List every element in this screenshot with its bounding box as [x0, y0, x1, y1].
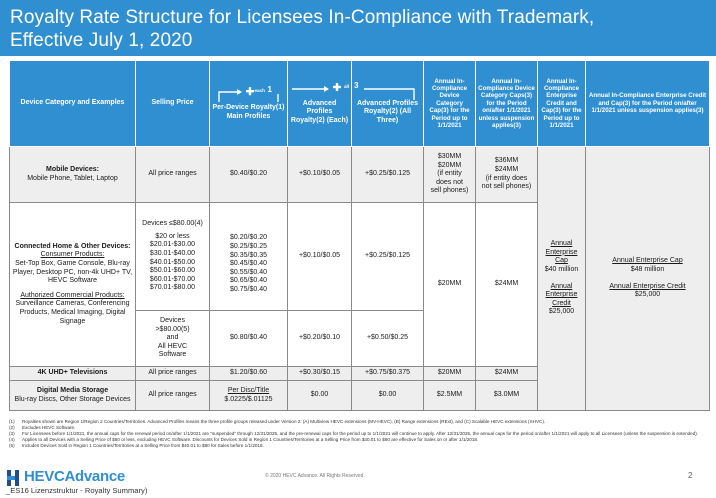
- logo-text: HEVCAdvance: [24, 468, 125, 485]
- royalty-tier: $0.45/$0.40: [230, 260, 267, 268]
- footnote-number: (4): [9, 437, 15, 443]
- price-high-line: All HEVC: [157, 342, 188, 350]
- col-header-enterprise-2021: Annual In-Compliance Enterprise Credit and Cap(3) for the Period up to 1/1/2021: [538, 61, 586, 147]
- mobile-category-title: Mobile Devices:: [46, 165, 99, 173]
- mobile-price: All price ranges: [136, 147, 210, 203]
- price-high-line: >$80.00(5): [155, 325, 190, 333]
- arrow-diagram-2: [290, 82, 349, 100]
- hevc-logo-icon: [6, 469, 24, 487]
- all-arrow-icon: [290, 82, 350, 100]
- col-header-per-device: [210, 61, 288, 147]
- col-header-cap-2021: Annual In-Compliance Device Category Cap(3) for the Period up to 1/1/2021: [424, 61, 476, 147]
- enterprise-2021-credit-value: $25,000: [548, 308, 575, 316]
- connected-adv-each-high: +$0.20/$0.10: [288, 311, 352, 367]
- mobile-category-cell: [10, 147, 136, 203]
- footnote: [9, 443, 709, 449]
- price-tier: $20.01-$30.00: [149, 241, 196, 249]
- page-title-line-1: Royalty Rate Structure for Licensees In-Compliance with Trademark,: [10, 7, 595, 28]
- storage-cap-2021: $2.5MM: [424, 381, 476, 411]
- royalty-tier: $0.75/$0.40: [230, 285, 267, 293]
- connected-per-device-high: $0.80/$0.40: [210, 311, 288, 367]
- price-high-line: Software: [158, 351, 187, 359]
- storage-adv-each: $0.00: [288, 381, 352, 411]
- uhd-per-device: $1.20/$0.60: [210, 367, 288, 381]
- connected-category-title: Connected Home & Other Devices:: [14, 242, 131, 250]
- mobile-cap-after-line: (if entity does: [485, 174, 528, 182]
- col-header-adv-each-label: Advanced Profiles Royalty(2) (Each): [290, 99, 349, 124]
- enterprise-2021-cap-title: Annual Enterprise Cap: [545, 240, 578, 265]
- enterprise-2021-credit-title: Annual Enterprise Credit: [545, 282, 578, 307]
- arrow-one-label: 1: [267, 85, 272, 95]
- storage-adv-three: $0.00: [352, 381, 424, 411]
- connected-adv-three-low: +$0.25/$0.125: [352, 203, 424, 311]
- enterprise-after-credit-title: Annual Enterprise Credit: [609, 282, 686, 290]
- page-number: 2: [688, 471, 693, 480]
- footnote-text: Applies to all Devices with a Selling Price of $80 or less, excluding HEVC Software. Discounts for Devices Sold in Region 1 Countries/Territories at a Selling Price from $40.01 to $80 are effective for Sales on or after 1/1/2018.: [22, 437, 479, 443]
- royalty-tier: $0.25/$0.25: [230, 243, 267, 251]
- mobile-cap-2021-line: $20MM: [437, 161, 462, 169]
- footnote-text: For Licensees before 1/1/2021, the annual caps for the renewal period on/after 1/1/2021 are "suspended" through 12/31/2025, and the pre-renewal caps for the period up to 1/1/2021 will continue to apply. After 12/31/2025, the annual caps for the period on/after 1/1/2021 will apply to all Licensees (unless the suspension is extended).: [22, 431, 699, 437]
- connected-adv-three-high: +$0.50/$0.25: [352, 311, 424, 367]
- enterprise-after-cap-title: Annual Enterprise Cap: [612, 257, 683, 265]
- footnotes: [9, 419, 709, 449]
- uhd-cap-after: $24MM: [476, 367, 538, 381]
- col-header-category: Device Category and Examples: [10, 61, 136, 147]
- mobile-cap-2021-line: does not: [436, 178, 463, 186]
- storage-per-device: [210, 381, 288, 411]
- mobile-cap-2021-line: (if entity: [437, 170, 462, 178]
- footnote-number: (3): [9, 431, 15, 437]
- mobile-cap-2021-line: $30MM: [437, 153, 462, 161]
- uhd-adv-each: +$0.30/$0.15: [288, 367, 352, 381]
- mobile-category-examples: Mobile Phone, Tablet, Laptop: [27, 174, 118, 182]
- mobile-cap-after-line: $36MM: [494, 157, 519, 165]
- royalty-tier: $0.20/$0.20: [230, 234, 267, 242]
- connected-adv-each-low: +$0.10/$0.05: [288, 203, 352, 311]
- price-tier: $30.01-$40.00: [149, 249, 196, 257]
- price-tier: $60.01-$70.00: [149, 275, 196, 283]
- mobile-cap-after-line: not sell phones): [481, 183, 532, 191]
- price-high-line: and: [166, 334, 179, 342]
- col-header-enterprise-after: Annual In-Compliance Enterprise Credit and Cap(3) for the Period on/after 1/1/2021 unless suspension applies(3): [586, 61, 710, 147]
- uhd-adv-three: +$0.75/$0.375: [352, 367, 424, 381]
- storage-price: All price ranges: [136, 381, 210, 411]
- royalty-tier: $0.65/$0.40: [230, 277, 267, 285]
- footnote-text: Includes Devices Sold in Region 1 Countries/Territories at a Selling Price from $40.01 to $80 for Sales before 1/1/2018.: [22, 443, 264, 449]
- footnote-number: (1): [9, 419, 15, 424]
- arrow-all-label: all: [344, 83, 350, 89]
- storage-per-device-title: Per Disc/Title: [227, 386, 270, 394]
- mobile-adv-three: +$0.25/$0.125: [352, 147, 424, 203]
- footnote-number: (5): [9, 443, 15, 449]
- footnote-number: (2): [9, 425, 15, 431]
- connected-per-device-low: [210, 203, 288, 311]
- footnote-text: Excludes HEVC Software.: [22, 425, 76, 431]
- price-high-line: Devices: [160, 317, 185, 325]
- table-header-row: [10, 61, 710, 147]
- consumer-products-title: Consumer Products:: [40, 251, 105, 259]
- enterprise-2021-cell: [538, 147, 586, 411]
- consumer-products-examples: Set-Top Box, Game Console, Blu-ray Player, Desktop PC, non-4k UHD+ TV, HEVC Software: [12, 260, 133, 285]
- royalty-tier: $0.35/$0.35: [230, 251, 267, 259]
- arrow-diagram: [213, 86, 285, 102]
- uhd-cap-2021: $20MM: [424, 367, 476, 381]
- commercial-products-examples: Surveillance Cameras, Conferencing Products, Medical Imaging, Digital Signage: [15, 300, 130, 325]
- price-tier: $40.01-$50.00: [149, 258, 196, 266]
- royalty-rate-table: [9, 60, 710, 411]
- storage-category-cell: [10, 381, 136, 411]
- enterprise-2021-cap-value: $40 million: [544, 265, 579, 273]
- enterprise-after-cap-value: $48 million: [630, 265, 665, 273]
- connected-price-low: [136, 203, 210, 311]
- col-header-price: Selling Price: [136, 61, 210, 147]
- table-row-mobile: [10, 147, 710, 203]
- uhd-category: 4K UHD+ Televisions: [10, 367, 136, 381]
- arrow-diagram-3: [354, 82, 421, 100]
- mobile-per-device: $0.40/$0.20: [210, 147, 288, 203]
- mobile-cap-after: [476, 147, 538, 203]
- footnote-text: Royalties shown are Region 1/Region 2 Countries/Territories. Advanced Profiles means the three profile groups released under Version 2: (A) Multiview HEVC extensions (MV-HEVC), (B) Range extensions (RExt), and (C) Scalable HEVC extensions (SHVC).: [22, 419, 546, 424]
- royalty-tier: $0.55/$0.40: [230, 268, 267, 276]
- col-header-cap-after: Annual In-Compliance Device Category Caps(3) for the Period on/after 1/1/2021 unless suspension applies(3): [476, 61, 538, 147]
- enterprise-after-credit-value: $25,000: [634, 291, 661, 299]
- connected-cap-2021: $20MM: [424, 203, 476, 367]
- storage-per-device-value: $.0225/$.01125: [224, 395, 273, 403]
- three-arrow-icon: [354, 82, 422, 100]
- storage-category-examples: Blu-ray Discs, Other Storage Devices: [14, 395, 131, 403]
- arrow-each-label: each: [254, 88, 265, 94]
- each-arrow-icon: [213, 86, 285, 102]
- col-header-per-device-label: Per-Device Royalty(1) Main Profiles: [212, 104, 285, 120]
- mobile-cap-after-line: $24MM: [494, 165, 519, 173]
- storage-category-title: Digital Media Storage: [36, 386, 109, 394]
- arrow-three-label: 3: [354, 80, 359, 90]
- title-banner: [0, 0, 716, 56]
- hevc-advance-logo: [6, 466, 206, 496]
- col-header-adv-three-label: Advanced Profiles Royalty(2) (All Three): [356, 99, 419, 124]
- mobile-adv-each: +$0.10/$0.05: [288, 147, 352, 203]
- col-header-adv-each: [288, 61, 352, 147]
- connected-price-high: [136, 311, 210, 367]
- price-tier: $50.01-$60.00: [149, 267, 196, 275]
- mobile-cap-2021: [424, 147, 476, 203]
- connected-category-cell: [10, 203, 136, 367]
- col-header-adv-three: [352, 61, 424, 147]
- copyright: © 2020 HEVC Advance. All Rights Reserved.: [265, 473, 365, 479]
- page-title-line-2: Effective July 1, 2020: [10, 30, 193, 51]
- price-tier: $70.01-$80.00: [149, 284, 196, 292]
- uhd-price: All price ranges: [136, 367, 210, 381]
- storage-cap-after: $3.0MM: [476, 381, 538, 411]
- price-low-title: Devices ≤$80.00(4): [142, 220, 203, 228]
- document-subtitle: _ES16 Lizenzstruktur - Royalty Summary): [6, 486, 148, 495]
- price-tier: $20 or less: [155, 232, 190, 240]
- connected-cap-after: $24MM: [476, 203, 538, 367]
- commercial-products-title: Authorized Commercial Products:: [20, 291, 125, 299]
- enterprise-after-cell: [586, 147, 710, 411]
- mobile-cap-2021-line: sell phones): [430, 187, 469, 195]
